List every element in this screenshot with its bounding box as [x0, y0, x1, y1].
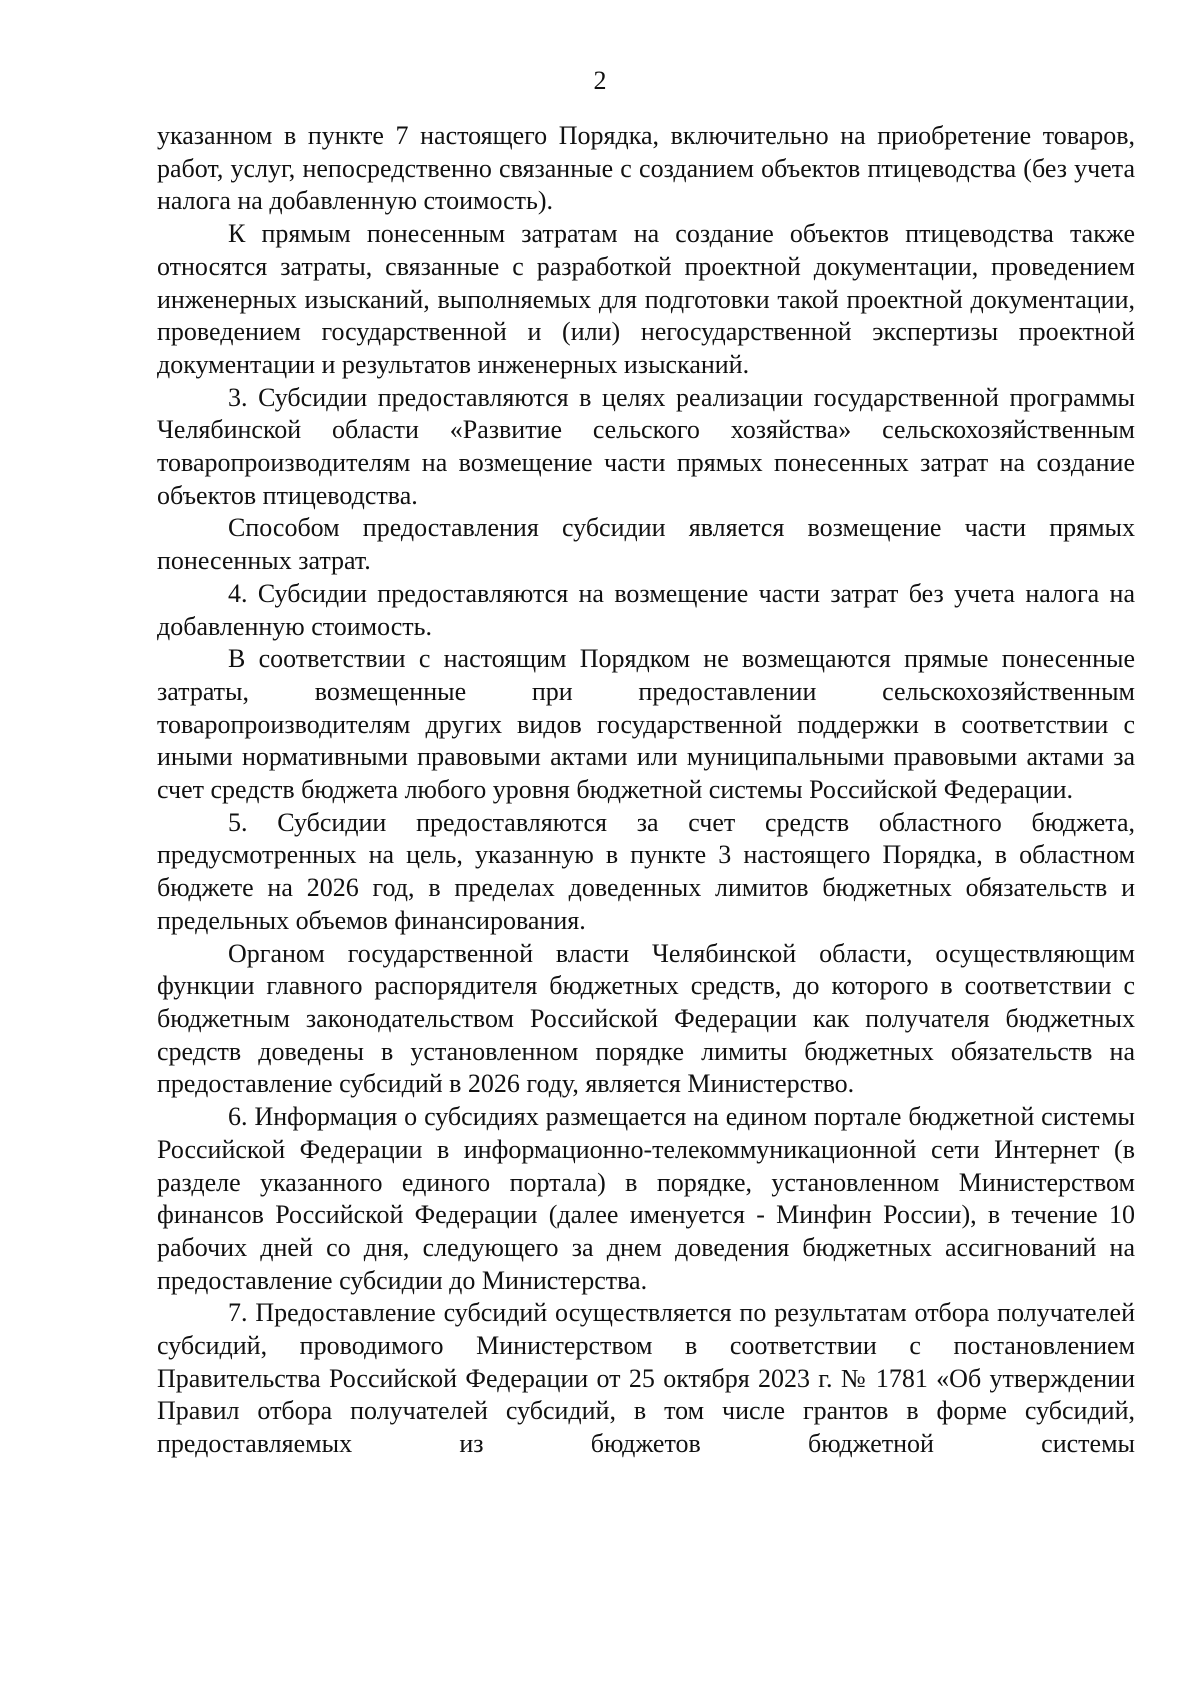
paragraph-item-3: 3. Субсидии предоставляются в целях реализации государственной программы Челябинской области «Развитие сельского хозяйства» сельскохозяйственным товаропроизводителям на возмещение части прямых понесенных затрат на создание объектов птицеводства. — [157, 382, 1135, 510]
document-body — [157, 120, 1135, 1461]
paragraph-item-6: 6. Информация о субсидиях размещается на едином портале бюджетной системы Российской Федерации в информационно-телекоммуникационной сети Интернет (в разделе указанного единого портала) в порядке, установленном Министерством финансов Российской Федерации (далее именуется - Минфин России), в течение 10 рабочих дней со дня, следующего за днем доведения бюджетных ассигнований на предоставление субсидии до Министерства. — [157, 1102, 1135, 1295]
paragraph-authority: Органом государственной власти Челябинской области, осуществляющим функции главного распорядителя бюджетных средств, до которого в соответствии с бюджетным законодательством Российской Федерации как получателя бюджетных средств доведены в установленном порядке лимиты бюджетных обязательств на предоставление субсидий в 2026 году, является Министерство. — [157, 938, 1135, 1099]
paragraph-subsidy-method: Способом предоставления субсидии является возмещение части прямых понесенных затрат. — [157, 513, 1135, 576]
paragraph-item-7: 7. Предоставление субсидий осуществляется по результатам отбора получателей субсидий, проводимого Министерством в соответствии с постановлением Правительства Российской Федерации от 25 октября 2023 г. № 1781 «Об утверждении Правил отбора получателей субсидий, в том числе грантов в форме субсидий, предоставляемых из бюджетов бюджетной системы — [157, 1298, 1135, 1459]
paragraph-item-4: 4. Субсидии предоставляются на возмещение части затрат без учета налога на добавленную стоимость. — [157, 578, 1135, 641]
paragraph-item-5: 5. Субсидии предоставляются за счет средств областного бюджета, предусмотренных на цель, указанную в пункте 3 настоящего Порядка, в областном бюджете на 2026 год, в пределах доведенных лимитов бюджетных обязательств и предельных объемов финансирования. — [157, 807, 1135, 935]
paragraph-not-reimbursed: В соответствии с настоящим Порядком не возмещаются прямые понесенные затраты, возмещенные при предоставлении сельскохозяйственным товаропроизводителям других видов государственной поддержки в соответствии с иными нормативными правовыми актами или муниципальными правовыми актами за счет средств бюджета любого уровня бюджетной системы Российской Федерации. — [157, 644, 1135, 805]
paragraph-continuation: указанном в пункте 7 настоящего Порядка, включительно на приобретение товаров, работ, услуг, непосредственно связанные с созданием объектов птицеводства (без учета налога на добавленную стоимость). — [157, 121, 1135, 216]
paragraph-direct-costs: К прямым понесенным затратам на создание объектов птицеводства также относятся затраты, связанные с разработкой проектной документации, проведением инженерных изысканий, выполняемых для подготовки такой проектной документации, проведением государственной и (или) негосударственной экспертизы проектной документации и результатов инженерных изысканий. — [157, 219, 1135, 379]
page-number: 2 — [593, 66, 607, 95]
